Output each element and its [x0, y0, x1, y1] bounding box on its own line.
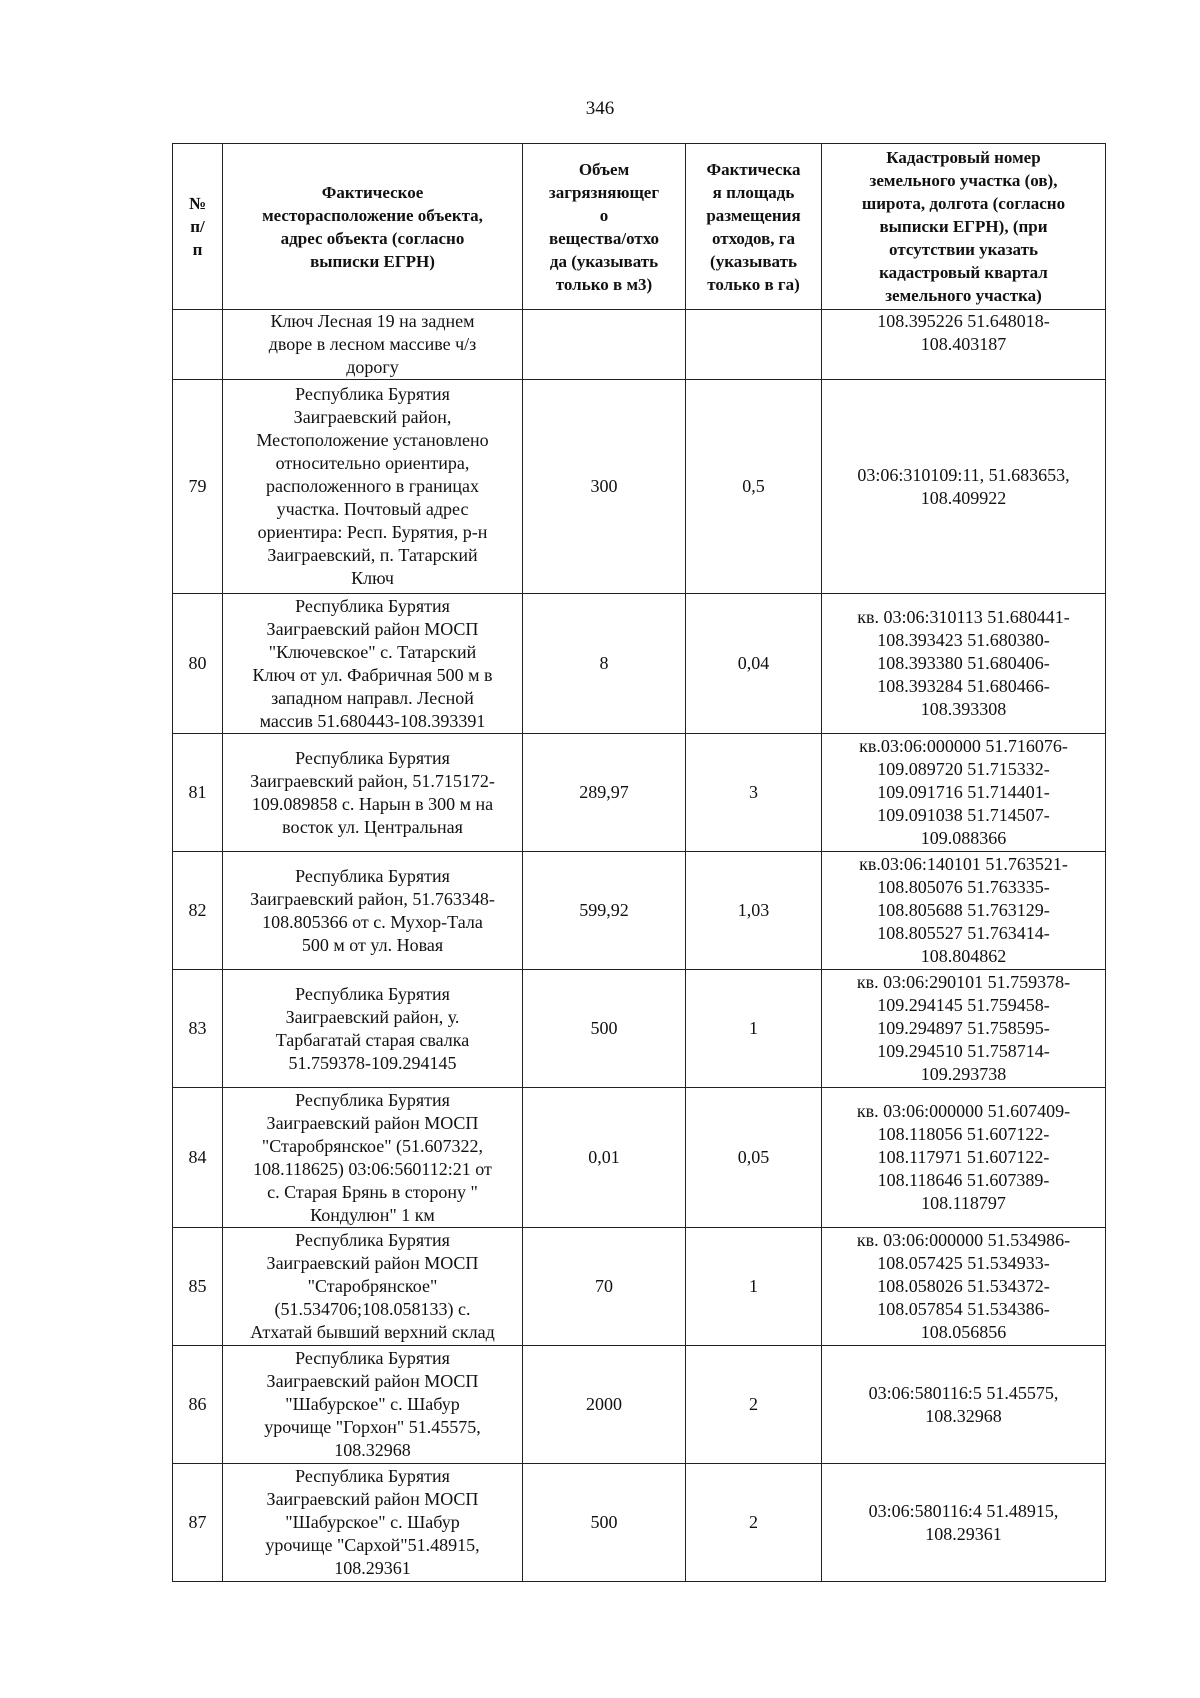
row-location: Республика Бурятия Заиграевский район МОСП "Старобрянское" (51.534706;108.058133) с. Атхатай бывший верхний склад [223, 1228, 523, 1346]
row-number: 84 [173, 1088, 223, 1228]
row-volume: 289,97 [523, 734, 686, 852]
header-cadastral: Кадастровый номер земельного участка (ов), широта, долгота (согласно выписки ЕГРН), (при отсутствии указать кадастровый квартал земельного участка) [822, 144, 1106, 310]
table-row [173, 852, 1106, 970]
row-cadastral: кв. 03:06:310113 51.680441- 108.393423 51.680380- 108.393380 51.680406- 108.393284 51.680466- 108.393308 [822, 594, 1106, 734]
row-area: 0,05 [686, 1088, 822, 1228]
row-number: 80 [173, 594, 223, 734]
row-number: 83 [173, 970, 223, 1088]
header-location: Фактическое месторасположение объекта, адрес объекта (согласно выписки ЕГРН) [223, 144, 523, 310]
row-volume: 300 [523, 380, 686, 594]
row-number: 85 [173, 1228, 223, 1346]
row-area [686, 310, 822, 380]
table-row [173, 380, 1106, 594]
row-location: Республика Бурятия Заиграевский район, Местоположение установлено относительно ориентира, расположенного в границах участка. Почтовый адрес ориентира: Респ. Бурятия, р-н Заиграевский, п. Татарский Ключ [223, 380, 523, 594]
row-location: Республика Бурятия Заиграевский район, 51.715172- 109.089858 с. Нарын в 300 м на восток ул. Центральная [223, 734, 523, 852]
header-number: № п/ п [173, 144, 223, 310]
table-row [173, 310, 1106, 380]
row-volume [523, 310, 686, 380]
row-volume: 0,01 [523, 1088, 686, 1228]
row-area: 1 [686, 970, 822, 1088]
table-header-row [173, 144, 1106, 310]
row-number [173, 310, 223, 380]
row-cadastral: кв. 03:06:290101 51.759378- 109.294145 51.759458- 109.294897 51.758595- 109.294510 51.758714- 109.293738 [822, 970, 1106, 1088]
row-area: 2 [686, 1346, 822, 1464]
row-volume: 70 [523, 1228, 686, 1346]
row-number: 81 [173, 734, 223, 852]
row-area: 0,04 [686, 594, 822, 734]
row-number: 86 [173, 1346, 223, 1464]
table-row [173, 1346, 1106, 1464]
page-number: 346 [585, 98, 615, 119]
row-number: 79 [173, 380, 223, 594]
row-volume: 599,92 [523, 852, 686, 970]
row-cadastral: кв. 03:06:000000 51.534986- 108.057425 51.534933- 108.058026 51.534372- 108.057854 51.534386- 108.056856 [822, 1228, 1106, 1346]
row-location: Республика Бурятия Заиграевский район МОСП "Ключевское" с. Татарский Ключ от ул. Фабричная 500 м в западном направл. Лесной массив 51.680443-108.393391 [223, 594, 523, 734]
header-area: Фактическа я площадь размещения отходов, га (указывать только в га) [686, 144, 822, 310]
row-number: 82 [173, 852, 223, 970]
row-volume: 8 [523, 594, 686, 734]
table-row [173, 1228, 1106, 1346]
row-location: Республика Бурятия Заиграевский район, 51.763348- 108.805366 от с. Мухор-Тала 500 м от ул. Новая [223, 852, 523, 970]
row-area: 0,5 [686, 380, 822, 594]
row-cadastral: 108.395226 51.648018- 108.403187 [822, 310, 1106, 380]
row-volume: 500 [523, 1464, 686, 1582]
row-area: 3 [686, 734, 822, 852]
row-location: Республика Бурятия Заиграевский район МОСП "Шабурское" с. Шабур урочище "Горхон" 51.45575, 108.32968 [223, 1346, 523, 1464]
row-cadastral: кв. 03:06:000000 51.607409- 108.118056 51.607122- 108.117971 51.607122- 108.118646 51.607389- 108.118797 [822, 1088, 1106, 1228]
row-area: 1,03 [686, 852, 822, 970]
row-cadastral: кв.03:06:140101 51.763521- 108.805076 51.763335- 108.805688 51.763129- 108.805527 51.763414- 108.804862 [822, 852, 1106, 970]
row-number: 87 [173, 1464, 223, 1582]
header-volume: Объем загрязняющег о вещества/отхо да (указывать только в м3) [523, 144, 686, 310]
table-row [173, 1088, 1106, 1228]
row-location: Ключ Лесная 19 на заднем дворе в лесном массиве ч/з дорогу [223, 310, 523, 380]
row-area: 1 [686, 1228, 822, 1346]
row-cadastral: кв.03:06:000000 51.716076- 109.089720 51.715332- 109.091716 51.714401- 109.091038 51.714507- 109.088366 [822, 734, 1106, 852]
row-volume: 500 [523, 970, 686, 1088]
row-area: 2 [686, 1464, 822, 1582]
row-volume: 2000 [523, 1346, 686, 1464]
table-row [173, 970, 1106, 1088]
row-cadastral: 03:06:310109:11, 51.683653, 108.409922 [822, 380, 1106, 594]
row-location: Республика Бурятия Заиграевский район МОСП "Старобрянское" (51.607322, 108.118625) 03:06:560112:21 от с. Старая Брянь в сторону " Кондулюн" 1 км [223, 1088, 523, 1228]
row-cadastral: 03:06:580116:4 51.48915, 108.29361 [822, 1464, 1106, 1582]
row-cadastral: 03:06:580116:5 51.45575, 108.32968 [822, 1346, 1106, 1464]
table-row [173, 1464, 1106, 1582]
row-location: Республика Бурятия Заиграевский район МОСП "Шабурское" с. Шабур урочище "Сархой"51.48915, 108.29361 [223, 1464, 523, 1582]
row-location: Республика Бурятия Заиграевский район, у. Тарбагатай старая свалка 51.759378-109.294145 [223, 970, 523, 1088]
waste-sites-table [172, 143, 1106, 1582]
table-row [173, 594, 1106, 734]
table-row [173, 734, 1106, 852]
